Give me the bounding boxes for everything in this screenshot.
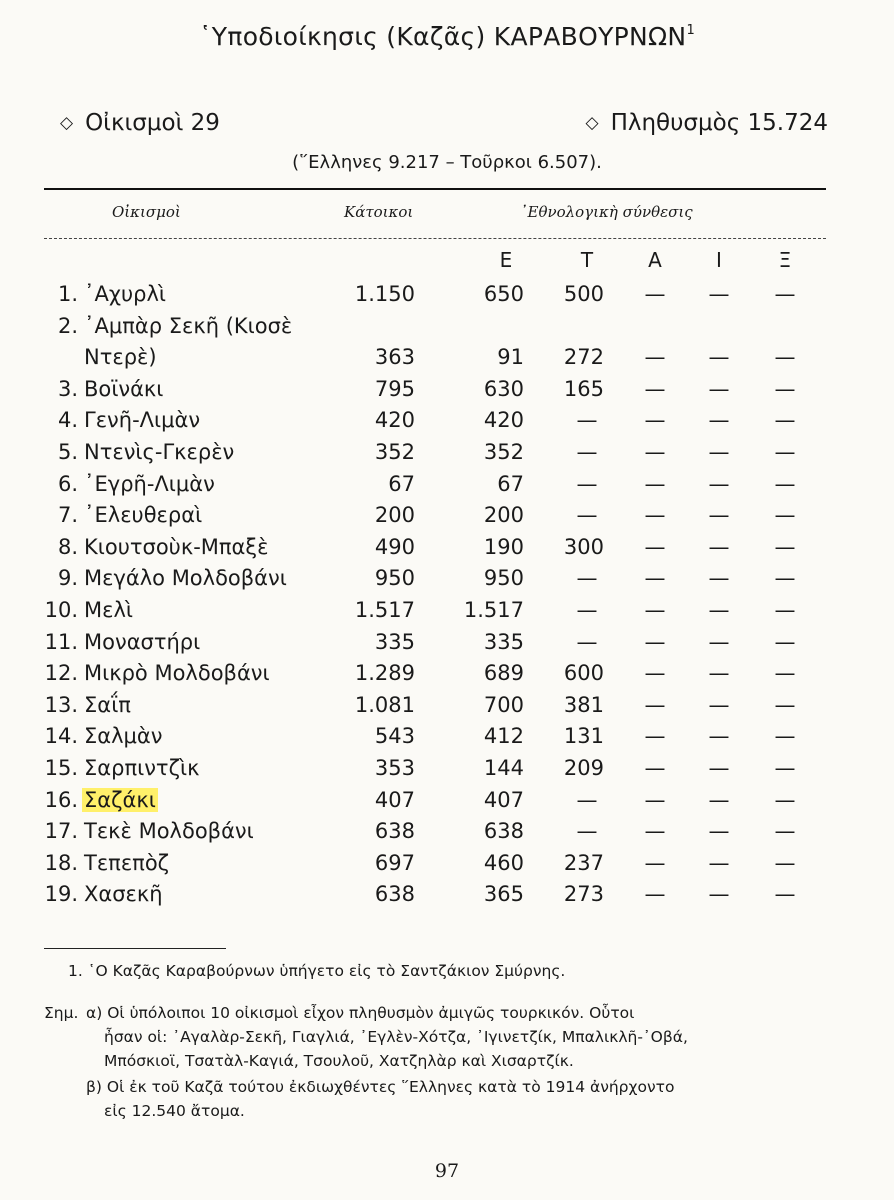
- turkish-count: 381: [563, 692, 604, 717]
- residents-total: 335: [374, 629, 415, 654]
- greek-count: 335: [483, 629, 524, 654]
- diamond-icon: ◇: [585, 113, 599, 133]
- settlement-name: ᾿Αχυρλὶ: [84, 282, 167, 306]
- residents-total: 795: [374, 376, 415, 401]
- row-number: 7.: [57, 503, 78, 528]
- diamond-icon: ◇: [60, 113, 74, 133]
- settlement-name: Κιουτσοὺκ-Μπαξὲ: [84, 534, 269, 559]
- foreign-count: —: [774, 440, 796, 464]
- settlement-name: Μελὶ: [84, 598, 134, 622]
- armenian-count: —: [644, 408, 666, 433]
- armenian-count: —: [644, 787, 666, 812]
- jewish-count: —: [708, 534, 730, 559]
- residents-total: 1.517: [354, 598, 415, 622]
- residents-total: 352: [374, 440, 415, 464]
- settlement-name-continued: Ντερὲ): [84, 345, 157, 370]
- jewish-count: —: [708, 756, 730, 780]
- foreign-count: —: [774, 566, 796, 591]
- ethnic-code-t: Τ: [580, 248, 594, 272]
- foreign-count: —: [774, 598, 796, 622]
- settlements-count: [60, 110, 220, 136]
- table-row: [0, 788, 894, 820]
- page-title: [0, 22, 894, 51]
- table-row: [0, 598, 894, 630]
- row-number: 6.: [57, 471, 78, 496]
- title-text: ῾Υποδιοίκησις (Καζᾶς) ΚΑΡΑΒΟΥΡΝΩΝ: [198, 22, 687, 51]
- greek-count: 700: [483, 692, 524, 717]
- greek-count: 412: [483, 724, 524, 749]
- residents-total: 638: [374, 819, 415, 844]
- jewish-count: —: [708, 629, 730, 654]
- settlement-name: Σαΐπ: [84, 692, 131, 717]
- armenian-count: —: [644, 598, 666, 622]
- jewish-count: —: [708, 566, 730, 591]
- foreign-count: —: [774, 724, 796, 749]
- jewish-count: —: [708, 408, 730, 433]
- turkish-count: 165: [563, 376, 604, 401]
- jewish-count: —: [708, 598, 730, 622]
- row-number: 14.: [44, 724, 78, 749]
- turkish-count: —: [576, 629, 598, 654]
- table-row: [0, 819, 894, 851]
- jewish-count: —: [708, 724, 730, 749]
- table-row: [0, 282, 894, 314]
- note-a-line-2: ἦσαν οἱ: ᾿Αγαλὰρ-Σεκῆ, Γιαγλιά, ᾿Εγλὲν-Χότζα, ᾿Ιγινετζίκ, Μπαλικλῆ-᾿Οβά,: [104, 1028, 688, 1046]
- greek-count: 1.517: [463, 598, 524, 622]
- foreign-count: —: [774, 471, 796, 496]
- settlement-name: Σαλμὰν: [84, 724, 163, 749]
- turkish-count: 131: [563, 724, 604, 749]
- foreign-count: —: [774, 629, 796, 654]
- armenian-count: —: [644, 566, 666, 591]
- jewish-count: —: [708, 692, 730, 717]
- table-row: [0, 440, 894, 472]
- jewish-count: —: [708, 819, 730, 844]
- foreign-count: —: [774, 661, 796, 686]
- turkish-count: —: [576, 408, 598, 433]
- jewish-count: —: [708, 440, 730, 464]
- column-header-residents: Κάτοικοι: [344, 203, 414, 221]
- foreign-count: —: [774, 408, 796, 433]
- armenian-count: —: [644, 503, 666, 528]
- settlement-name: Βοϊνάκι: [84, 376, 164, 401]
- row-number: 16.: [44, 787, 78, 812]
- column-header-settlements: Οἰκισμοὶ: [112, 203, 181, 221]
- settlement-name: Ντενὶς-Γκερὲν: [84, 440, 235, 464]
- foreign-count: —: [774, 692, 796, 717]
- foreign-count: —: [774, 787, 796, 812]
- residents-total: 697: [374, 850, 415, 875]
- residents-total: 490: [374, 534, 415, 559]
- turkish-count: —: [576, 440, 598, 464]
- jewish-count: —: [708, 882, 730, 907]
- residents-total: 1.150: [354, 282, 415, 306]
- residents-total: 638: [374, 882, 415, 907]
- armenian-count: —: [644, 692, 666, 717]
- population-count: [585, 110, 828, 136]
- turkish-count: —: [576, 503, 598, 528]
- table-top-rule: [44, 188, 826, 190]
- greek-count: 352: [483, 440, 524, 464]
- greek-count: 365: [483, 882, 524, 907]
- row-number: 2.: [57, 313, 78, 338]
- foreign-count: —: [774, 882, 796, 907]
- row-number: 11.: [44, 629, 78, 654]
- footnote-1: 1. ῾Ο Καζᾶς Καραβούρνων ὑπήγετο εἰς τὸ Σαντζάκιον Σμύρνης.: [68, 962, 566, 980]
- settlement-name: Τεπεπὸζ: [84, 850, 170, 875]
- jewish-count: —: [708, 471, 730, 496]
- row-number: 12.: [44, 661, 78, 686]
- settlement-name: ᾿Αμπὰρ Σεκῆ (Κιοσὲ: [84, 313, 293, 338]
- table-row: [0, 535, 894, 567]
- row-number: 15.: [44, 756, 78, 780]
- row-number: 9.: [57, 566, 78, 591]
- greek-count: 638: [483, 819, 524, 844]
- jewish-count: —: [708, 282, 730, 306]
- settlement-name: ᾿Εγρῆ-Λιμὰν: [84, 471, 215, 496]
- settlement-name: Γενῆ-Λιμὰν: [84, 408, 201, 433]
- armenian-count: —: [644, 471, 666, 496]
- note-a-line-3: Μπόσκιοϊ, Τσατὰλ-Καγιά, Τσουλοῦ, Χατζηλὰρ καὶ Χισαρτζίκ.: [104, 1052, 574, 1070]
- ethnic-code-i: Ι: [716, 248, 722, 272]
- title-footnote-ref: 1: [686, 23, 696, 38]
- settlement-name: Χασεκῆ: [84, 882, 163, 907]
- ethnic-code-a: Α: [648, 248, 662, 272]
- row-number: 18.: [44, 850, 78, 875]
- settlement-name: Σαρπιντζὶκ: [84, 756, 200, 780]
- turkish-count: —: [576, 566, 598, 591]
- armenian-count: —: [644, 376, 666, 401]
- foreign-count: —: [774, 850, 796, 875]
- armenian-count: —: [644, 850, 666, 875]
- armenian-count: —: [644, 282, 666, 306]
- settlement-name: ᾿Ελευθεραὶ: [84, 503, 203, 528]
- turkish-count: —: [576, 819, 598, 844]
- column-header-ethnic: ᾿Εθνολογικὴ σύνθεσις: [520, 203, 693, 221]
- residents-total: 67: [388, 471, 415, 496]
- foreign-count: —: [774, 376, 796, 401]
- table-row: [0, 693, 894, 725]
- settlement-name: Μικρὸ Μολδοβάνι: [84, 661, 270, 686]
- foreign-count: —: [774, 282, 796, 306]
- residents-total: 1.081: [354, 692, 415, 717]
- table-row: [0, 882, 894, 914]
- table-row: [0, 377, 894, 409]
- greek-count: 91: [497, 345, 524, 370]
- greek-count: 689: [483, 661, 524, 686]
- residents-total: 420: [374, 408, 415, 433]
- residents-total: 1.289: [354, 661, 415, 686]
- turkish-count: 272: [563, 345, 604, 370]
- jewish-count: —: [708, 661, 730, 686]
- greek-count: 650: [483, 282, 524, 306]
- armenian-count: —: [644, 629, 666, 654]
- armenian-count: —: [644, 882, 666, 907]
- row-number: 19.: [44, 882, 78, 907]
- residents-total: 200: [374, 503, 415, 528]
- greek-count: 190: [483, 534, 524, 559]
- table-row: [0, 472, 894, 504]
- settlement-name: Μοναστήρι: [84, 629, 201, 654]
- turkish-count: 237: [563, 850, 604, 875]
- settlements-text: Οἰκισμοὶ 29: [85, 110, 220, 136]
- armenian-count: —: [644, 819, 666, 844]
- jewish-count: —: [708, 503, 730, 528]
- greek-count: 144: [483, 756, 524, 780]
- greek-count: 67: [497, 471, 524, 496]
- table-row: [0, 851, 894, 883]
- greek-count: 460: [483, 850, 524, 875]
- greek-count: 950: [483, 566, 524, 591]
- turkish-count: —: [576, 471, 598, 496]
- page-number: 97: [434, 1160, 460, 1182]
- table-row: [0, 503, 894, 535]
- note-b-line-2: εἰς 12.540 ἄτομα.: [104, 1102, 245, 1120]
- table-row: [0, 314, 894, 377]
- residents-total: 363: [374, 345, 415, 370]
- population-text: Πληθυσμὸς 15.724: [610, 110, 828, 136]
- turkish-count: —: [576, 598, 598, 622]
- greek-count: 407: [483, 787, 524, 812]
- armenian-count: —: [644, 661, 666, 686]
- armenian-count: —: [644, 724, 666, 749]
- row-number: 8.: [57, 534, 78, 559]
- table-row: [0, 756, 894, 788]
- row-number: 3.: [57, 376, 78, 401]
- turkish-count: 273: [563, 882, 604, 907]
- row-number: 5.: [57, 440, 78, 464]
- turkish-count: 500: [563, 282, 604, 306]
- jewish-count: —: [708, 850, 730, 875]
- row-number: 1.: [57, 282, 78, 306]
- residents-total: 407: [374, 787, 415, 812]
- turkish-count: 209: [563, 756, 604, 780]
- row-number: 4.: [57, 408, 78, 433]
- footnote-rule: [44, 948, 226, 949]
- turkish-count: —: [576, 787, 598, 812]
- table-row: [0, 661, 894, 693]
- table-row: [0, 408, 894, 440]
- settlement-name: Τεκὲ Μολδοβάνι: [84, 819, 254, 844]
- jewish-count: —: [708, 376, 730, 401]
- residents-total: 543: [374, 724, 415, 749]
- residents-total: 353: [374, 756, 415, 780]
- row-number: 10.: [44, 598, 78, 622]
- settlement-name: Σαζάκι: [84, 787, 156, 812]
- foreign-count: —: [774, 756, 796, 780]
- note-label: Σημ.: [44, 1004, 79, 1022]
- foreign-count: —: [774, 819, 796, 844]
- table-row: [0, 630, 894, 662]
- header-divider: [44, 238, 826, 239]
- foreign-count: —: [774, 534, 796, 559]
- turkish-count: 300: [563, 534, 604, 559]
- row-number: 13.: [44, 692, 78, 717]
- note-a-line-1: α) Οἱ ὑπόλοιποι 10 οἰκισμοὶ εἶχον πληθυσμὸν ἀμιγῶς τουρκικόν. Οὗτοι: [86, 1004, 635, 1022]
- foreign-count: —: [774, 503, 796, 528]
- jewish-count: —: [708, 345, 730, 370]
- population-breakdown: (῞Ελληνες 9.217 – Τοῦρκοι 6.507).: [292, 152, 602, 173]
- armenian-count: —: [644, 440, 666, 464]
- armenian-count: —: [644, 756, 666, 780]
- settlement-name: Μεγάλο Μολδοβάνι: [84, 566, 287, 591]
- table-row: [0, 724, 894, 756]
- foreign-count: —: [774, 345, 796, 370]
- armenian-count: —: [644, 345, 666, 370]
- greek-count: 200: [483, 503, 524, 528]
- jewish-count: —: [708, 787, 730, 812]
- note-b-line-1: β) Οἱ ἐκ τοῦ Καζᾶ τούτου ἐκδιωχθέντες ῞Ελληνες κατὰ τὸ 1914 ἀνήρχοντο: [86, 1078, 675, 1096]
- row-number: 17.: [44, 819, 78, 844]
- turkish-count: 600: [563, 661, 604, 686]
- greek-count: 630: [483, 376, 524, 401]
- residents-total: 950: [374, 566, 415, 591]
- armenian-count: —: [644, 534, 666, 559]
- ethnic-code-e: Ε: [499, 248, 513, 272]
- ethnic-code-x: Ξ: [778, 248, 792, 272]
- table-row: [0, 566, 894, 598]
- greek-count: 420: [483, 408, 524, 433]
